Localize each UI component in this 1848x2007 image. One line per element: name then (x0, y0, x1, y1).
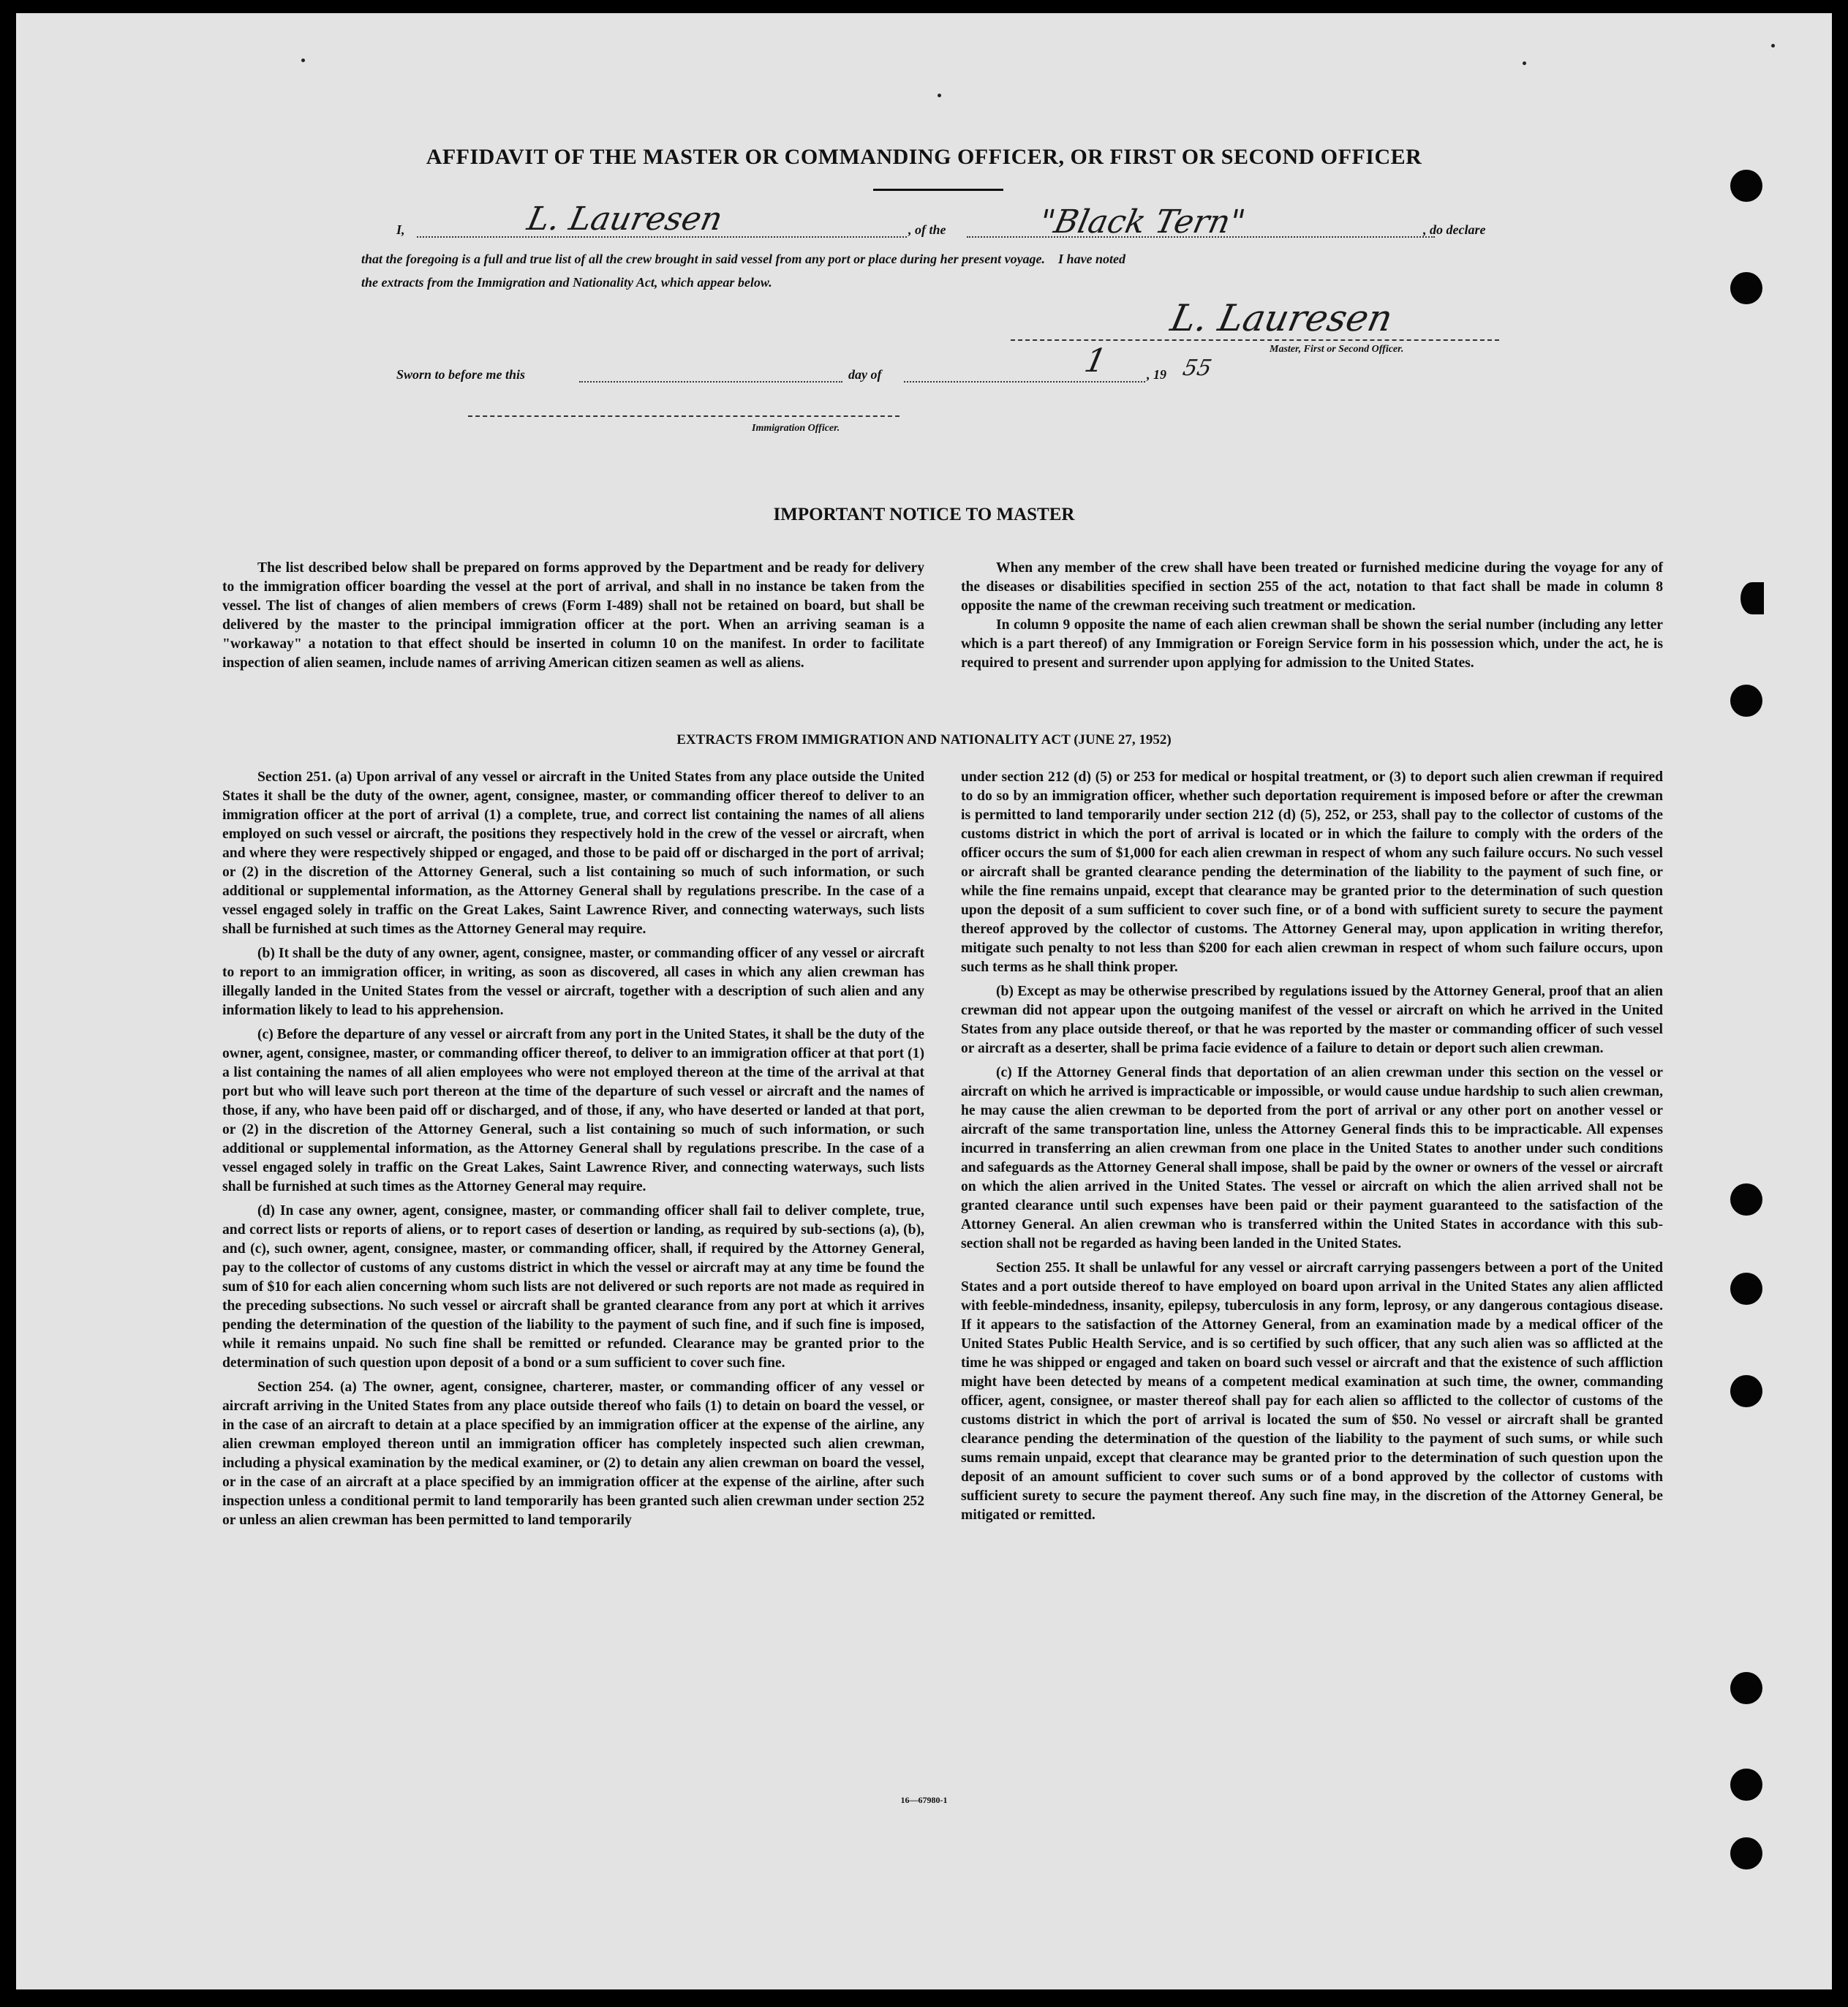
section-251-d: (d) In case any owner, agent, consignee, master, or commanding officer shall fail to deliver complete, true, and correct lists or reports of aliens, or to report cases of desertion or landing, as required by sub-sections (a), (b), and (c), such owner, agent, consignee, master, or commanding officer, shall, if required by the Attorney General, pay to the collector of customs of any customs district in which the vessel or aircraft may at any time be found the sum of $10 for each alien concerning whom such lists are not delivered or such reports are not made as required in the preceding subsections. No such vessel or aircraft shall be granted clearance from any port at which it arrives pending the determination of the question of the liability to the payment of such fine, and if such fine is imposed, while it remains unpaid. No such fine shall be remitted or refunded. Clearance may be granted prior to the determination of such question upon deposit of a bond or a sum sufficient to cover such fine. (222, 1203, 924, 1371)
notice-left-column (222, 559, 924, 678)
notice-right-paragraph-1: When any member of the crew shall have been treated or furnished medicine during the voyage for any of the diseases or disabilities specified in section 255 of the act, notation to that fact shall be made in column 8 opposite the name of the crewman receiving such treatment or medication. (961, 560, 1663, 614)
of-the-label: , of the (908, 222, 946, 237)
section-251-c: (c) Before the departure of any vessel or aircraft from any port in the United States, it shall be the duty of the owner, agent, consignee, master, or commanding officer thereof, to deliver to an immigration officer at that port (1) a list containing the names of all alien employees who were not employed thereon at the time of the arrival at that port but who will leave such port thereon at the time of the departure of such vessel or aircraft and the names of those, if any, who have been paid off or discharged, and of those, if any, who have deserted or landed at that port, or (2) in the discretion of the Attorney General, such a list containing so much of such information, or such additional or supplemental information, as the Attorney General shall by regulations prescribe. In the case of a vessel engaged solely in traffic on the Great Lakes, Saint Lawrence River, and connecting waterways, such lists shall be furnished at such times as the Attorney General may require. (222, 1027, 924, 1194)
extracts-right-column (961, 768, 1663, 1530)
vessel-name-handwritten: "Black Tern" (1036, 203, 1249, 241)
extracts-left-column (222, 768, 924, 1535)
notice-title: IMPORTANT NOTICE TO MASTER (773, 505, 1075, 524)
document-page (16, 13, 1832, 1989)
punch-hole (1730, 1183, 1762, 1216)
master-name-handwritten: L. Lauresen (524, 200, 726, 238)
year-handwritten: 55 (1180, 355, 1214, 381)
section-251-b: (b) It shall be the duty of any owner, agent, consignee, master, or commanding officer of any vessel or aircraft to report to an immigration officer, in writing, as soon as discovered, all cases in which any alien crewman has illegally landed in the United States from the vessel or aircraft, together with a description of such alien and any information likely to lead to his apprehension. (222, 946, 924, 1018)
punch-hole (1730, 1273, 1762, 1305)
section-254-b: (b) Except as may be otherwise prescribed by regulations issued by the Attorney General, proof that an alien crewman did not appear upon the outgoing manifest of the vessel or aircraft on which he arrived in the United States from any place outside thereof, or that he was reported by the master or commanding officer of such vessel or aircraft as a deserter, shall be prima facie evidence of a failure to detain or deport such alien crewman. (961, 984, 1663, 1056)
notice-right-column (961, 559, 1663, 678)
punch-hole (1730, 1672, 1762, 1704)
form-code: 16—67980-1 (900, 1795, 948, 1805)
officer-caption: Immigration Officer. (752, 423, 840, 434)
i-label: I, (396, 222, 405, 237)
affidavit-title: AFFIDAVIT OF THE MASTER OR COMMANDING OFFICER, OR FIRST OR SECOND OFFICER (426, 145, 1422, 169)
day-of-label: day of (848, 367, 882, 382)
punch-hole (1740, 582, 1764, 614)
section-251-a: Section 251. (a) Upon arrival of any vessel or aircraft in the United States from any place outside the United States it shall be the duty of the owner, agent, consignee, master, or commanding officer thereof to deliver to an immigration officer at the port of arrival (1) a complete, true, and correct list containing the names of all aliens employed on such vessel or aircraft, the positions they respectively hold in the crew of the vessel or aircraft, when and where they were respectively shipped or engaged, and those to be paid off or discharged in the port of arrival; or (2) in the discretion of the Attorney General, such a list containing so much of such information, or such additional or supplemental information, as the Attorney General shall by regulations prescribe. In the case of a vessel engaged solely in traffic on the Great Lakes, Saint Lawrence River, and connecting waterways, such lists shall be furnished at such times as the Attorney General may require. (222, 769, 924, 937)
section-254-a-continued: under section 212 (d) (5) or 253 for medical or hospital treatment, or (3) to deport such alien crewman if required to do so by an immigration officer, whether such deportation requirement is imposed before or after the crewman is permitted to land temporarily under section 212 (d) (5), 252, or 253, shall pay to the collector of customs of the customs district in which the port of arrival is located or in which the failure to comply with the orders of the officer occurs the sum of $1,000 for each alien crewman in respect of whom any such failure occurs. No such vessel or aircraft shall be granted clearance pending the determination of the liability to the payment of such fine, or while the fine remains unpaid, except that clearance may be granted prior to the determination of such question upon the deposit of a sum sufficient to cover such fine, or of a bond with sufficient surety to secure the payment thereof approved by the collector of customs. The Attorney General may, upon application in writing therefor, mitigate such penalty to not less than $200 for each alien crewman in respect of whom such failure occurs, upon such terms as he shall think proper. (961, 769, 1663, 975)
notice-right-paragraph-2: In column 9 opposite the name of each alien crewman shall be shown the serial number (including any letter which is a part thereof) of any Immigration or Foreign Service form in his possession which, under the act, he is required to present and surrender upon applying for admission to the United States. (961, 617, 1663, 671)
sworn-date-line (579, 381, 842, 383)
punch-hole (1730, 170, 1762, 202)
day-handwritten: 1 (1081, 342, 1110, 380)
year-prefix: , 19 (1147, 367, 1166, 382)
do-declare-label: , do declare (1423, 222, 1486, 237)
title-divider (873, 189, 1003, 191)
sworn-label: Sworn to before me this (396, 367, 526, 382)
declaration-line-1: that the foregoing is a full and true list of all the crew brought in said vessel from any port or place during her present voyage. I have noted (361, 252, 1126, 266)
section-254-a: Section 254. (a) The owner, agent, consignee, charterer, master, or commanding officer of any vessel or aircraft arriving in the United States from any place outside thereof who fails (1) to detain on board the vessel, or in the case of an aircraft to detain at a place specified by an immigration officer at the expense of the airline, any alien crewman employed thereon until an immigration officer has completely inspected such alien crewman, including a physical examination by the medical examiner, or (2) to detain any alien crewman on board the vessel, or in the case of an aircraft at a place specified by an immigration officer at the expense of the airline, after such inspection unless a conditional permit to land temporarily has been granted such alien crewman under section 252 or unless an alien crewman has been permitted to land temporarily (222, 1379, 924, 1528)
section-255: Section 255. It shall be unlawful for any vessel or aircraft carrying passengers between a port of the United States and a port outside thereof to have employed on board upon arrival in the United States any alien afflicted with feeble-mindedness, insanity, epilepsy, tuberculosis in any form, leprosy, or any dangerous contagious disease. If it appears to the satisfaction of the Attorney General, from an examination made by a medical officer of the United States Public Health Service, and is so certified by such officer, that any such alien was so afflicted at the time he was shipped or engaged and taken on board such vessel or aircraft and that the existence of such affliction might have been detected by means of a competent medical examination at such time, the owner, commanding officer, agent, consignee, or master thereof shall pay for each alien so afflicted to the collector of customs of the customs district in which the port of arrival is located the sum of $50. No vessel or aircraft shall be granted clearance pending the determination of the question of the liability to the payment of such sums, or while such sums remain unpaid, except that clearance may be granted prior to the determination of such question upon the deposit of an amount sufficient to cover such sums or of a bond approved by the collector of customs with sufficient surety to secure the payment thereof. Any such fine may, in the discretion of the Attorney General, be mitigated or remitted. (961, 1260, 1663, 1523)
declaration-line-2: the extracts from the Immigration and Nationality Act, which appear below. (361, 275, 772, 290)
signature-handwritten: L. Lauresen (1166, 297, 1397, 339)
punch-hole (1730, 1375, 1762, 1407)
officer-signature-line (468, 415, 900, 417)
punch-hole (1730, 1837, 1762, 1869)
notice-left-paragraph: The list described below shall be prepared on forms approved by the Department and be ready for delivery to the immigration officer boarding the vessel at the port of arrival, and shall in no instance be taken from the vessel. The list of changes of alien members of crews (Form I-489) shall not be retained on board, but shall be delivered by the master to the principal immigration officer at the port. When an arriving seaman is a "workaway" a notation to that effect should be inserted in column 10 on the manifest. In order to facilitate inspection of alien seamen, include names of arriving American citizen seamen as well as aliens. (222, 560, 924, 671)
punch-hole (1730, 685, 1762, 717)
month-line (904, 381, 1145, 383)
extracts-title: EXTRACTS FROM IMMIGRATION AND NATIONALITY ACT (JUNE 27, 1952) (676, 732, 1172, 748)
punch-hole (1730, 272, 1762, 304)
signature-line (1011, 339, 1499, 341)
signature-caption: Master, First or Second Officer. (1270, 344, 1404, 355)
section-254-c: (c) If the Attorney General finds that deportation of an alien crewman under this section on the vessel or aircraft on which he arrived is impracticable or impossible, or would cause undue hardship to such alien crewman, he may cause the alien crewman to be deported from the port of arrival or any other port on another vessel or aircraft of the same transportation line, unless the Attorney General finds this to be impracticable. All expenses incurred in transferring an alien crewman from one place in the United States to another under such conditions and safeguards as the Attorney General shall impose, shall be paid by the owner or owners of the vessel or aircraft on which the alien arrived in the United States. The vessel or aircraft on which the alien arrived shall not be granted clearance until such expenses have been paid or their payment guaranteed to the satisfaction of the Attorney General. An alien crewman who is transferred within the United States in accordance with this sub-section shall not be regarded as having been landed in the United States. (961, 1065, 1663, 1251)
